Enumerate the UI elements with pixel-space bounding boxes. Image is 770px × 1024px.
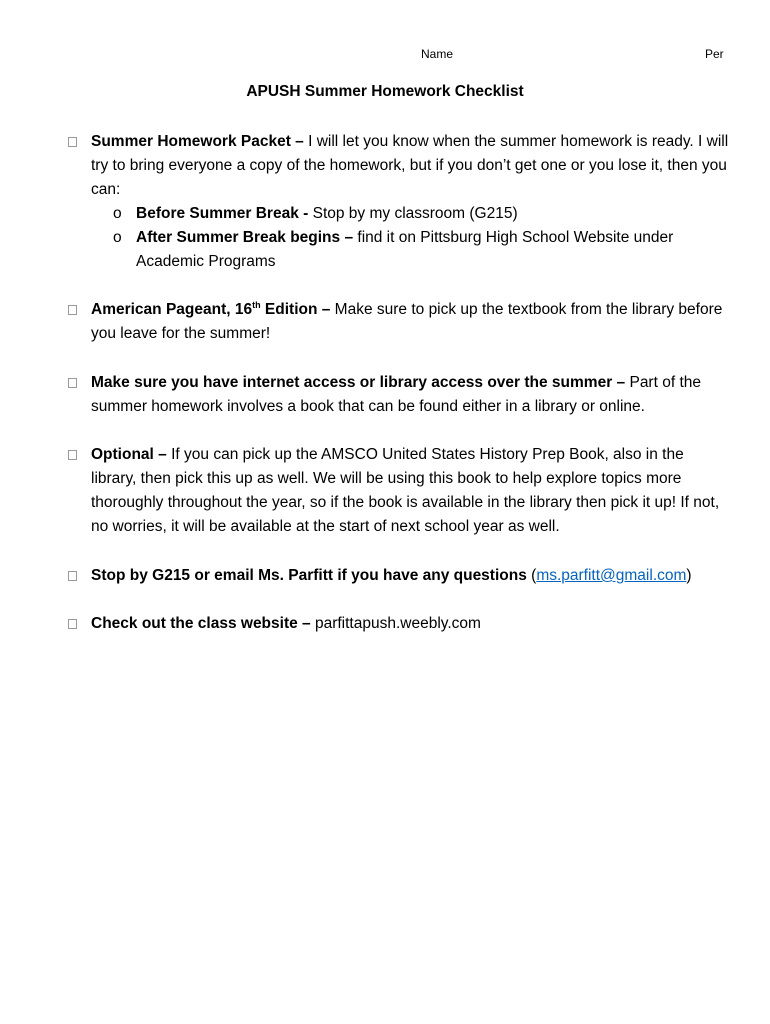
email-link[interactable]: ms.parfitt@gmail.com	[536, 567, 687, 584]
sub-item-after-break	[91, 226, 731, 274]
item-heading: Check out the class website –	[91, 615, 311, 632]
item-heading: Optional –	[91, 446, 167, 463]
item-text: Part of the summer homework involves a book that can be found either in a library or online.	[91, 374, 701, 415]
item-heading: Stop by G215 or email Ms. Parfitt if you have any questions	[91, 567, 527, 584]
checklist-item-textbook	[91, 298, 731, 346]
checkbox-optional-book[interactable]	[68, 450, 77, 460]
sub-item-text: find it on Pittsburg High School Website under Academic Programs	[136, 229, 674, 270]
item-text: (	[526, 567, 537, 584]
checkbox-class-website[interactable]	[68, 619, 77, 629]
name-label: Name	[421, 47, 454, 61]
sub-item-heading: After Summer Break begins –	[136, 229, 354, 246]
checklist-item-internet-access	[91, 371, 731, 419]
checkbox-textbook[interactable]	[68, 305, 77, 315]
checklist-item-homework-packet	[91, 130, 731, 274]
item-heading: Make sure you have internet access or library access over the summer –	[91, 374, 626, 391]
bullet-icon: o	[113, 229, 122, 246]
checkbox-internet-access[interactable]	[68, 378, 77, 388]
item-heading: Summer Homework Packet –	[91, 133, 304, 150]
checklist-item-class-website	[91, 612, 731, 636]
item-text: parfittapush.weebly.com	[310, 615, 481, 632]
checklist-item-questions	[91, 564, 731, 588]
period-label: Per	[705, 47, 724, 61]
sub-item-before-break	[91, 202, 731, 226]
sub-item-heading: Before Summer Break -	[136, 205, 309, 222]
item-text: I will let you know when the summer homework is ready. I will try to bring everyone a copy of the homework, but if you don’t get one or you lose it, then you can:	[91, 133, 729, 198]
item-text: )	[686, 567, 692, 584]
checkbox-homework-packet[interactable]	[68, 137, 77, 147]
sub-item-text: Stop by my classroom (G215)	[308, 205, 518, 222]
page-title: APUSH Summer Homework Checklist	[246, 83, 524, 100]
checklist-item-optional-book	[91, 443, 731, 539]
item-text: If you can pick up the AMSCO United States History Prep Book, also in the library, then pick this up as well. We will be using this book to help explore topics more thoroughly throughout the year, so if the book is available in the library then pick it up! If not, no worries, it will be available at the start of next school year as well.	[91, 446, 720, 535]
item-text: Make sure to pick up the textbook from the library before you leave for the summer!	[91, 301, 723, 342]
checkbox-questions[interactable]	[68, 571, 77, 581]
bullet-icon: o	[113, 205, 122, 222]
item-heading: American Pageant, 16th Edition –	[91, 299, 331, 318]
